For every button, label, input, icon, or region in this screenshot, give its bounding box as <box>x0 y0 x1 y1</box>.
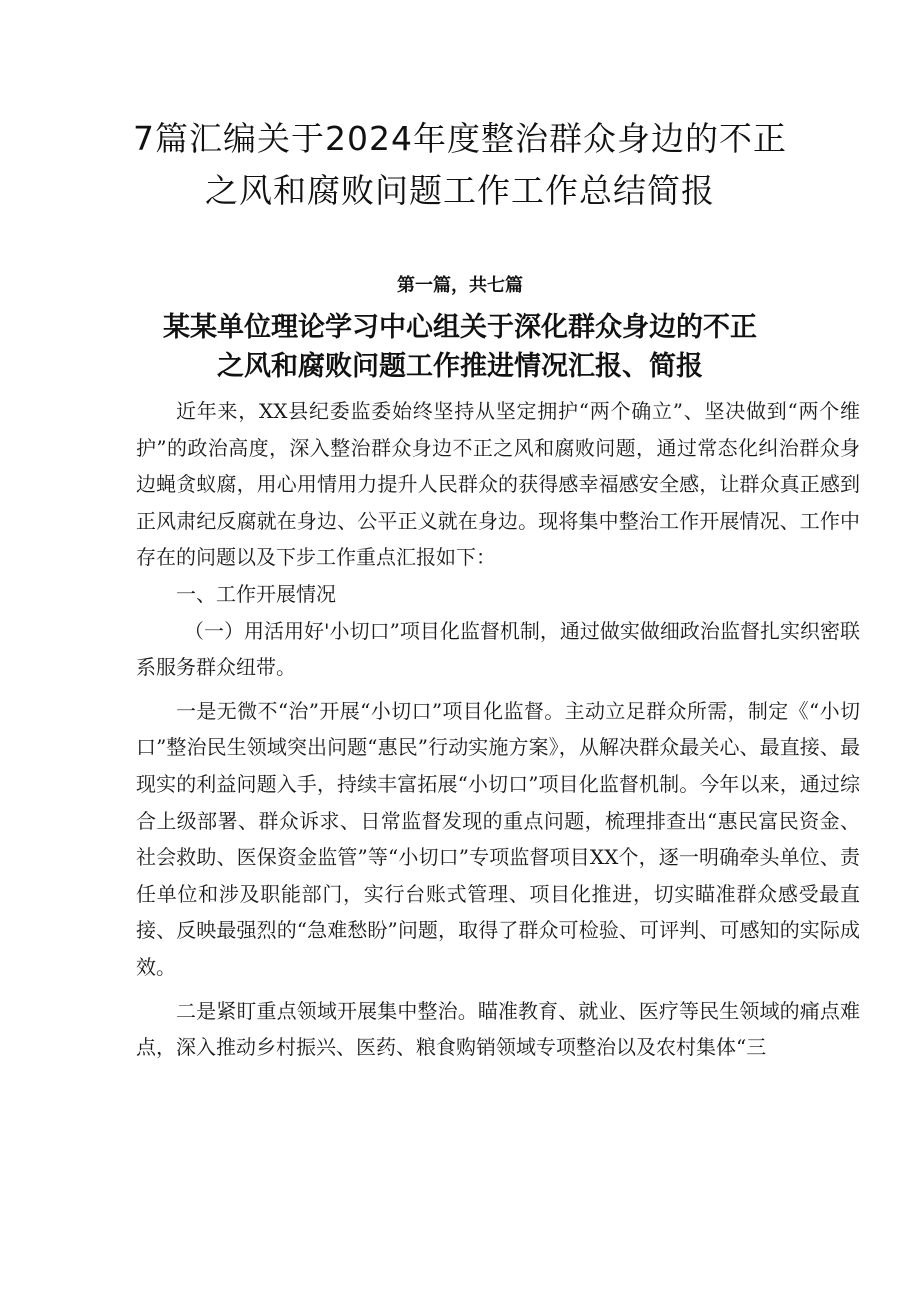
paragraph-point-two: 二是紧盯重点领域开展集中整治。瞄准教育、就业、医疗等民生领域的痛点难点，深入推动乡村振兴、医药、粮食购销领域专项整治以及农村集体“三 <box>136 998 860 1060</box>
document-title: 7篇汇编关于2024年度整治群众身边的不正之风和腐败问题工作工作总结简报 <box>133 119 787 210</box>
section-heading: 一、工作开展情况 <box>176 581 336 606</box>
paragraph-point-one: 一是无微不“治”开展“小切口”项目化监督。主动立足群众所需，制定《“小切口”整治民生领域突出问题“惠民”行动实施方案》，从解决群众最关心、最直接、最现实的利益问题入手，持续丰富拓展“小切口”项目化监督机制。今年以来，通过综合上级部署、群众诉求、日常监督发现的重点问题，梳理排查出“惠民富民资金、社会救助、医保资金监管”等“小切口”专项监督项目XX个，逐一明确牵头单位、责任单位和涉及职能部门，实行台账式管理、项目化推进，切实瞄准群众感受最直接、反映最强烈的“急难愁盼”问题，取得了群众可检验、可评判、可感知的实际成效。 <box>136 698 860 979</box>
article-title: 某某单位理论学习中心组关于深化群众身边的不正之风和腐败问题工作推进情况汇报、简报 <box>163 312 757 382</box>
article-body <box>136 393 860 1066</box>
subsection-heading: （一）用活用好'小切口”项目化监督机制，通过做实做细政治监督扎实织密联系服务群众纽带。 <box>136 618 860 680</box>
part-label: 第一篇，共七篇 <box>397 275 523 296</box>
paragraph-intro: 近年来，XX县纪委监委始终坚持从坚定拥护“两个确立”、坚决做到“两个维护”的政治高度，深入整治群众身边不正之风和腐败问题，通过常态化纠治群众身边蝇贪蚁腐，用心用情用力提升人民群众的获得感幸福感安全感，让群众真正感到正风肃纪反腐就在身边、公平正义就在身边。现将集中整治工作开展情况、工作中存在的问题以及下步工作重点汇报如下： <box>136 399 860 570</box>
